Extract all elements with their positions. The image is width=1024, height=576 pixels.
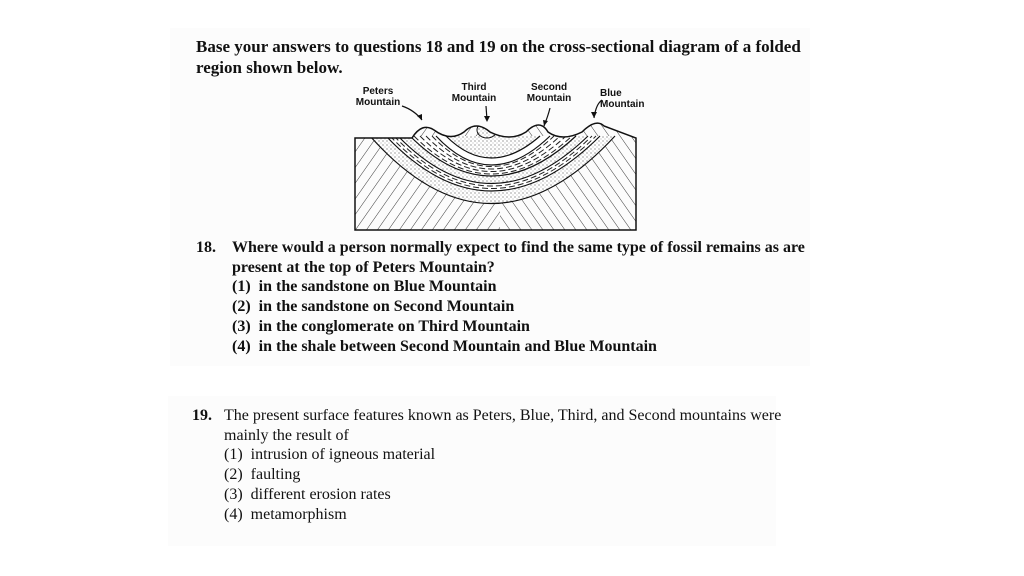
- answer-option[interactable]: (3) in the conglomerate on Third Mountain: [232, 318, 530, 335]
- answer-option[interactable]: (1) intrusion of igneous material: [224, 446, 436, 463]
- answer-option[interactable]: (3) different erosion rates: [224, 486, 391, 503]
- label-second-mountain: Second Mountain: [526, 82, 572, 104]
- label-peters-mountain: Peters Mountain: [355, 86, 401, 108]
- answer-options: [224, 445, 792, 525]
- answer-option[interactable]: (4) metamorphism: [224, 506, 347, 523]
- cross-section-diagram: [350, 96, 650, 236]
- question-text: Where would a person normally expect to find the same type of fossil remains as are present at the top of Peters Mountain?: [232, 239, 805, 276]
- question-number: 19.: [192, 407, 212, 424]
- label-third-mountain: Third Mountain: [451, 82, 497, 104]
- question-text: The present surface features known as Peters, Blue, Third, and Second mountains were mainly the result of: [224, 407, 782, 444]
- answer-option[interactable]: (1) in the sandstone on Blue Mountain: [232, 278, 497, 295]
- intro-text: Base your answers to questions 18 and 19 on the cross-sectional diagram of a folded region shown below.: [196, 37, 801, 77]
- label-blue-mountain: Blue Mountain: [600, 88, 645, 110]
- question-18: [196, 238, 816, 357]
- answer-option[interactable]: (4) in the shale between Second Mountain and Blue Mountain: [232, 338, 657, 355]
- question-number: 18.: [196, 239, 216, 256]
- answer-option[interactable]: (2) faulting: [224, 466, 301, 483]
- answer-options: [232, 277, 816, 357]
- answer-option[interactable]: (2) in the sandstone on Second Mountain: [232, 298, 515, 315]
- question-19: [192, 406, 792, 525]
